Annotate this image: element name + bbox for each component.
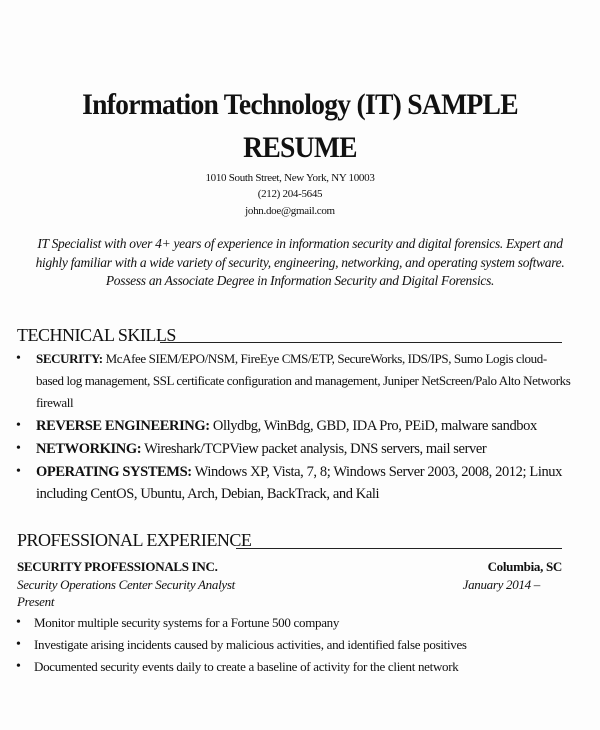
job-role-row [17, 576, 562, 594]
skill-item-security [14, 348, 574, 414]
bullet-icon: • [16, 615, 21, 630]
duty-item [14, 612, 574, 634]
professional-summary: IT Specialist with over 4+ years of experience in information security and digital forensics. Expert and highly familiar with a wide variety of security, engineering, networking, and operating system software. Possess an Associate Degree in Information Security and Digital Forensics. [35, 236, 565, 288]
company-name: SECURITY PROFESSIONALS INC. [17, 559, 218, 574]
duty-item [14, 634, 574, 656]
professional-experience-heading: PROFESSIONAL EXPERIENCE [17, 530, 252, 550]
resume-title-line-1: Information Technology (IT) SAMPLE [82, 88, 518, 121]
duty-text: Investigate arising incidents caused by malicious activities, and identified false positives [34, 637, 467, 652]
bullet-icon: • [16, 441, 21, 456]
job-dates: January 2014 – [462, 577, 540, 592]
skill-label: REVERSE ENGINEERING: [36, 418, 210, 434]
contact-phone: (212) 204-5645 [257, 188, 323, 200]
duty-item [14, 656, 574, 678]
resume-title-line-2: RESUME [243, 131, 357, 164]
job-present: Present [17, 594, 55, 609]
skill-label: NETWORKING: [36, 441, 142, 457]
skill-item-operating-systems [14, 461, 574, 505]
bullet-icon: • [16, 464, 21, 479]
skill-item-networking [14, 438, 574, 460]
section-divider [160, 342, 562, 343]
skill-text: Ollydbg, WinBdg, GBD, IDA Pro, PEiD, malware sandbox [209, 418, 537, 434]
bullet-icon: • [16, 418, 21, 433]
duty-text: Documented security events daily to create a baseline of activity for the client network [34, 659, 459, 674]
job-title: Security Operations Center Security Analyst [17, 577, 235, 592]
job-location: Columbia, SC [487, 559, 562, 574]
skill-text: McAfee SIEM/EPO/NSM, FireEye CMS/ETP, SecureWorks, IDS/IPS, Sumo Logis cloud-based log management, SSL certificate configuration and management, Juniper NetScreen/Palo Alto Networks firewall [36, 351, 571, 410]
skill-text: Wireshark/TCPView packet analysis, DNS servers, mail server [141, 441, 487, 457]
contact-address: 1010 South Street, New York, NY 10003 [205, 172, 375, 184]
duty-text: Monitor multiple security systems for a Fortune 500 company [34, 615, 340, 630]
section-divider [236, 548, 562, 549]
skill-label: SECURITY: [36, 351, 103, 366]
skills-list [14, 348, 574, 506]
job-duties-list [14, 612, 574, 678]
bullet-icon: • [16, 659, 21, 674]
skill-label: OPERATING SYSTEMS: [36, 464, 192, 480]
job-company-row [17, 558, 562, 576]
technical-skills-heading: TECHNICAL SKILLS [17, 325, 176, 345]
bullet-icon: • [16, 351, 21, 366]
bullet-icon: • [16, 637, 21, 652]
contact-email: john.doe@gmail.com [245, 205, 335, 217]
skill-item-reverse-engineering [14, 415, 574, 437]
skill-text: Windows XP, Vista, 7, 8; Windows Server 2003, 2008, 2012; Linux including CentOS, Ubuntu, Arch, Debian, BackTrack, and Kali [36, 464, 562, 502]
